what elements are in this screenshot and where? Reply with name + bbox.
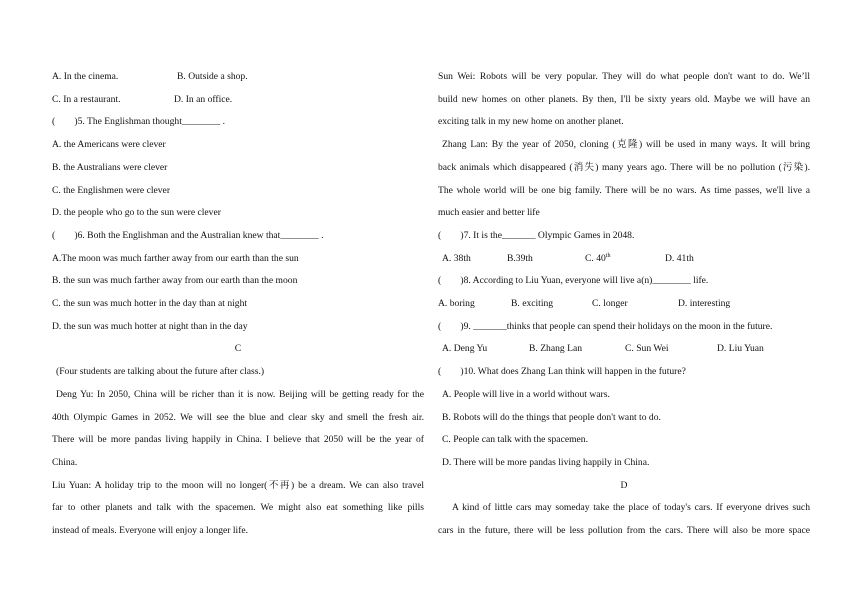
q7-option-c-suffix: th: [605, 252, 611, 259]
q6-option-b: B. the sun was much farther away from our earth than the moon: [52, 275, 298, 287]
q6-stem: ( )6. Both the Englishman and the Australian knew that________ .: [52, 229, 324, 241]
q8-option-d: D. interesting: [678, 298, 731, 310]
q8-option-b: B. exciting: [511, 298, 554, 310]
q10-option-c: C. People can talk with the spacemen.: [442, 434, 588, 446]
q7-option-b: B.39th: [507, 252, 533, 264]
q10-option-d: D. There will be more pandas living happily in China.: [442, 456, 650, 468]
q7-option-d: D. 41th: [665, 252, 694, 264]
sun-wei-line-3: exciting talk in my new home on another planet.: [438, 116, 624, 128]
q7-option-c: [585, 248, 665, 271]
q5-option-c: C. the Englishmen were clever: [52, 184, 171, 196]
q7-options: [438, 248, 810, 271]
passage-intro: (Four students are talking about the future after class.): [56, 366, 265, 378]
q8-stem: ( )8. According to Liu Yuan, everyone will live a(n)________ life.: [438, 275, 709, 287]
q8-option-a: A. boring: [438, 298, 475, 310]
q9-stem: ( )9. _______thinks that people can spend their holidays on the moon in the future.: [438, 320, 773, 332]
zhang-lan-line-3: The whole world will be one big family. There will be no wars. As time passes, we'll live a: [438, 184, 810, 196]
deng-yu-line-1: Deng Yu: In 2050, China will be richer than it is now. Beijing will be getting ready for the: [56, 388, 424, 400]
sun-wei-line-1: Sun Wei: Robots will be very popular. They will do what people don't want to do. We’ll: [438, 71, 810, 82]
deng-yu-line-3: There will be more pandas living happily in China. I believe that 2050 will be the year of: [52, 434, 424, 446]
q10-stem: ( )10. What does Zhang Lan think will happen in the future?: [438, 366, 686, 378]
liu-yuan-line-3: instead of meals. Everyone will enjoy a longer life.: [52, 525, 249, 537]
q4-option-c: C. In a restaurant.: [52, 93, 121, 105]
q7-option-c-text: C. 40: [585, 252, 606, 264]
q5-option-b: B. the Australians were clever: [52, 161, 168, 173]
q6-option-c: C. the sun was much hotter in the day than at night: [52, 298, 248, 310]
q4-option-d: D. In an office.: [174, 93, 233, 105]
q5-stem: ( )5. The Englishman thought________ .: [52, 116, 226, 128]
passage-d-line-1: A kind of little cars may someday take the place of today's cars. If everyone drives such: [452, 502, 810, 514]
liu-yuan-line-2: far to other planets and talk with the spacemen. We might also eat something like pills: [52, 502, 424, 514]
q8-option-c: C. longer: [592, 298, 628, 310]
q7-option-a: A. 38th: [442, 252, 471, 264]
section-c-heading: C: [234, 343, 242, 355]
deng-yu-line-2: 40th Olympic Games in 2052. We will see the blue and clear sky and smell the fresh air.: [52, 411, 424, 423]
q7-stem: ( )7. It is the_______ Olympic Games in 2048.: [438, 229, 635, 241]
q4-option-a: A. In the cinema.: [52, 71, 119, 82]
deng-yu-line-4: China.: [52, 456, 78, 468]
right-column: [438, 66, 810, 543]
q9-option-d: D. Liu Yuan: [717, 343, 764, 355]
q6-option-a: A.The moon was much farther away from our earth than the sun: [52, 252, 299, 264]
zhang-lan-line-4: much easier and better life: [438, 207, 540, 219]
liu-yuan-line-1: Liu Yuan: A holiday trip to the moon will no longer(不再) be a dream. We can also travel: [52, 479, 424, 491]
q5-option-d: D. the people who go to the sun were clever: [52, 207, 221, 219]
sun-wei-line-2: build new homes on other planets. By then, I'll be sixty years old. Maybe we will have an: [438, 93, 810, 105]
q4-option-b: B. Outside a shop.: [177, 71, 248, 82]
q8-options: [438, 293, 810, 316]
q10-option-b: B. Robots will do the things that people don't want to do.: [442, 411, 661, 423]
left-column: [52, 66, 424, 543]
q9-options: [438, 338, 810, 361]
zhang-lan-line-1: Zhang Lan: By the year of 2050, cloning (克隆) will be used in many ways. It will bring: [442, 139, 810, 151]
passage-d-line-2: cars in the future, there will be less pollution from the cars. There will also be more space: [438, 525, 810, 537]
q9-option-b: B. Zhang Lan: [529, 343, 583, 355]
q5-option-a: A. the Americans were clever: [52, 139, 166, 151]
section-d-heading: D: [620, 479, 628, 491]
q4-options-row-2: [52, 89, 424, 112]
q6-option-d: D. the sun was much hotter at night than in the day: [52, 320, 248, 332]
q9-option-c: C. Sun Wei: [625, 343, 669, 355]
q9-option-a: A. Deng Yu: [442, 343, 488, 355]
q4-options-row-1: [52, 66, 424, 89]
q10-option-a: A. People will live in a world without wars.: [442, 388, 610, 400]
zhang-lan-line-2: back animals which disappeared (消失) many years ago. There will be no pollution (污染).: [438, 161, 810, 173]
